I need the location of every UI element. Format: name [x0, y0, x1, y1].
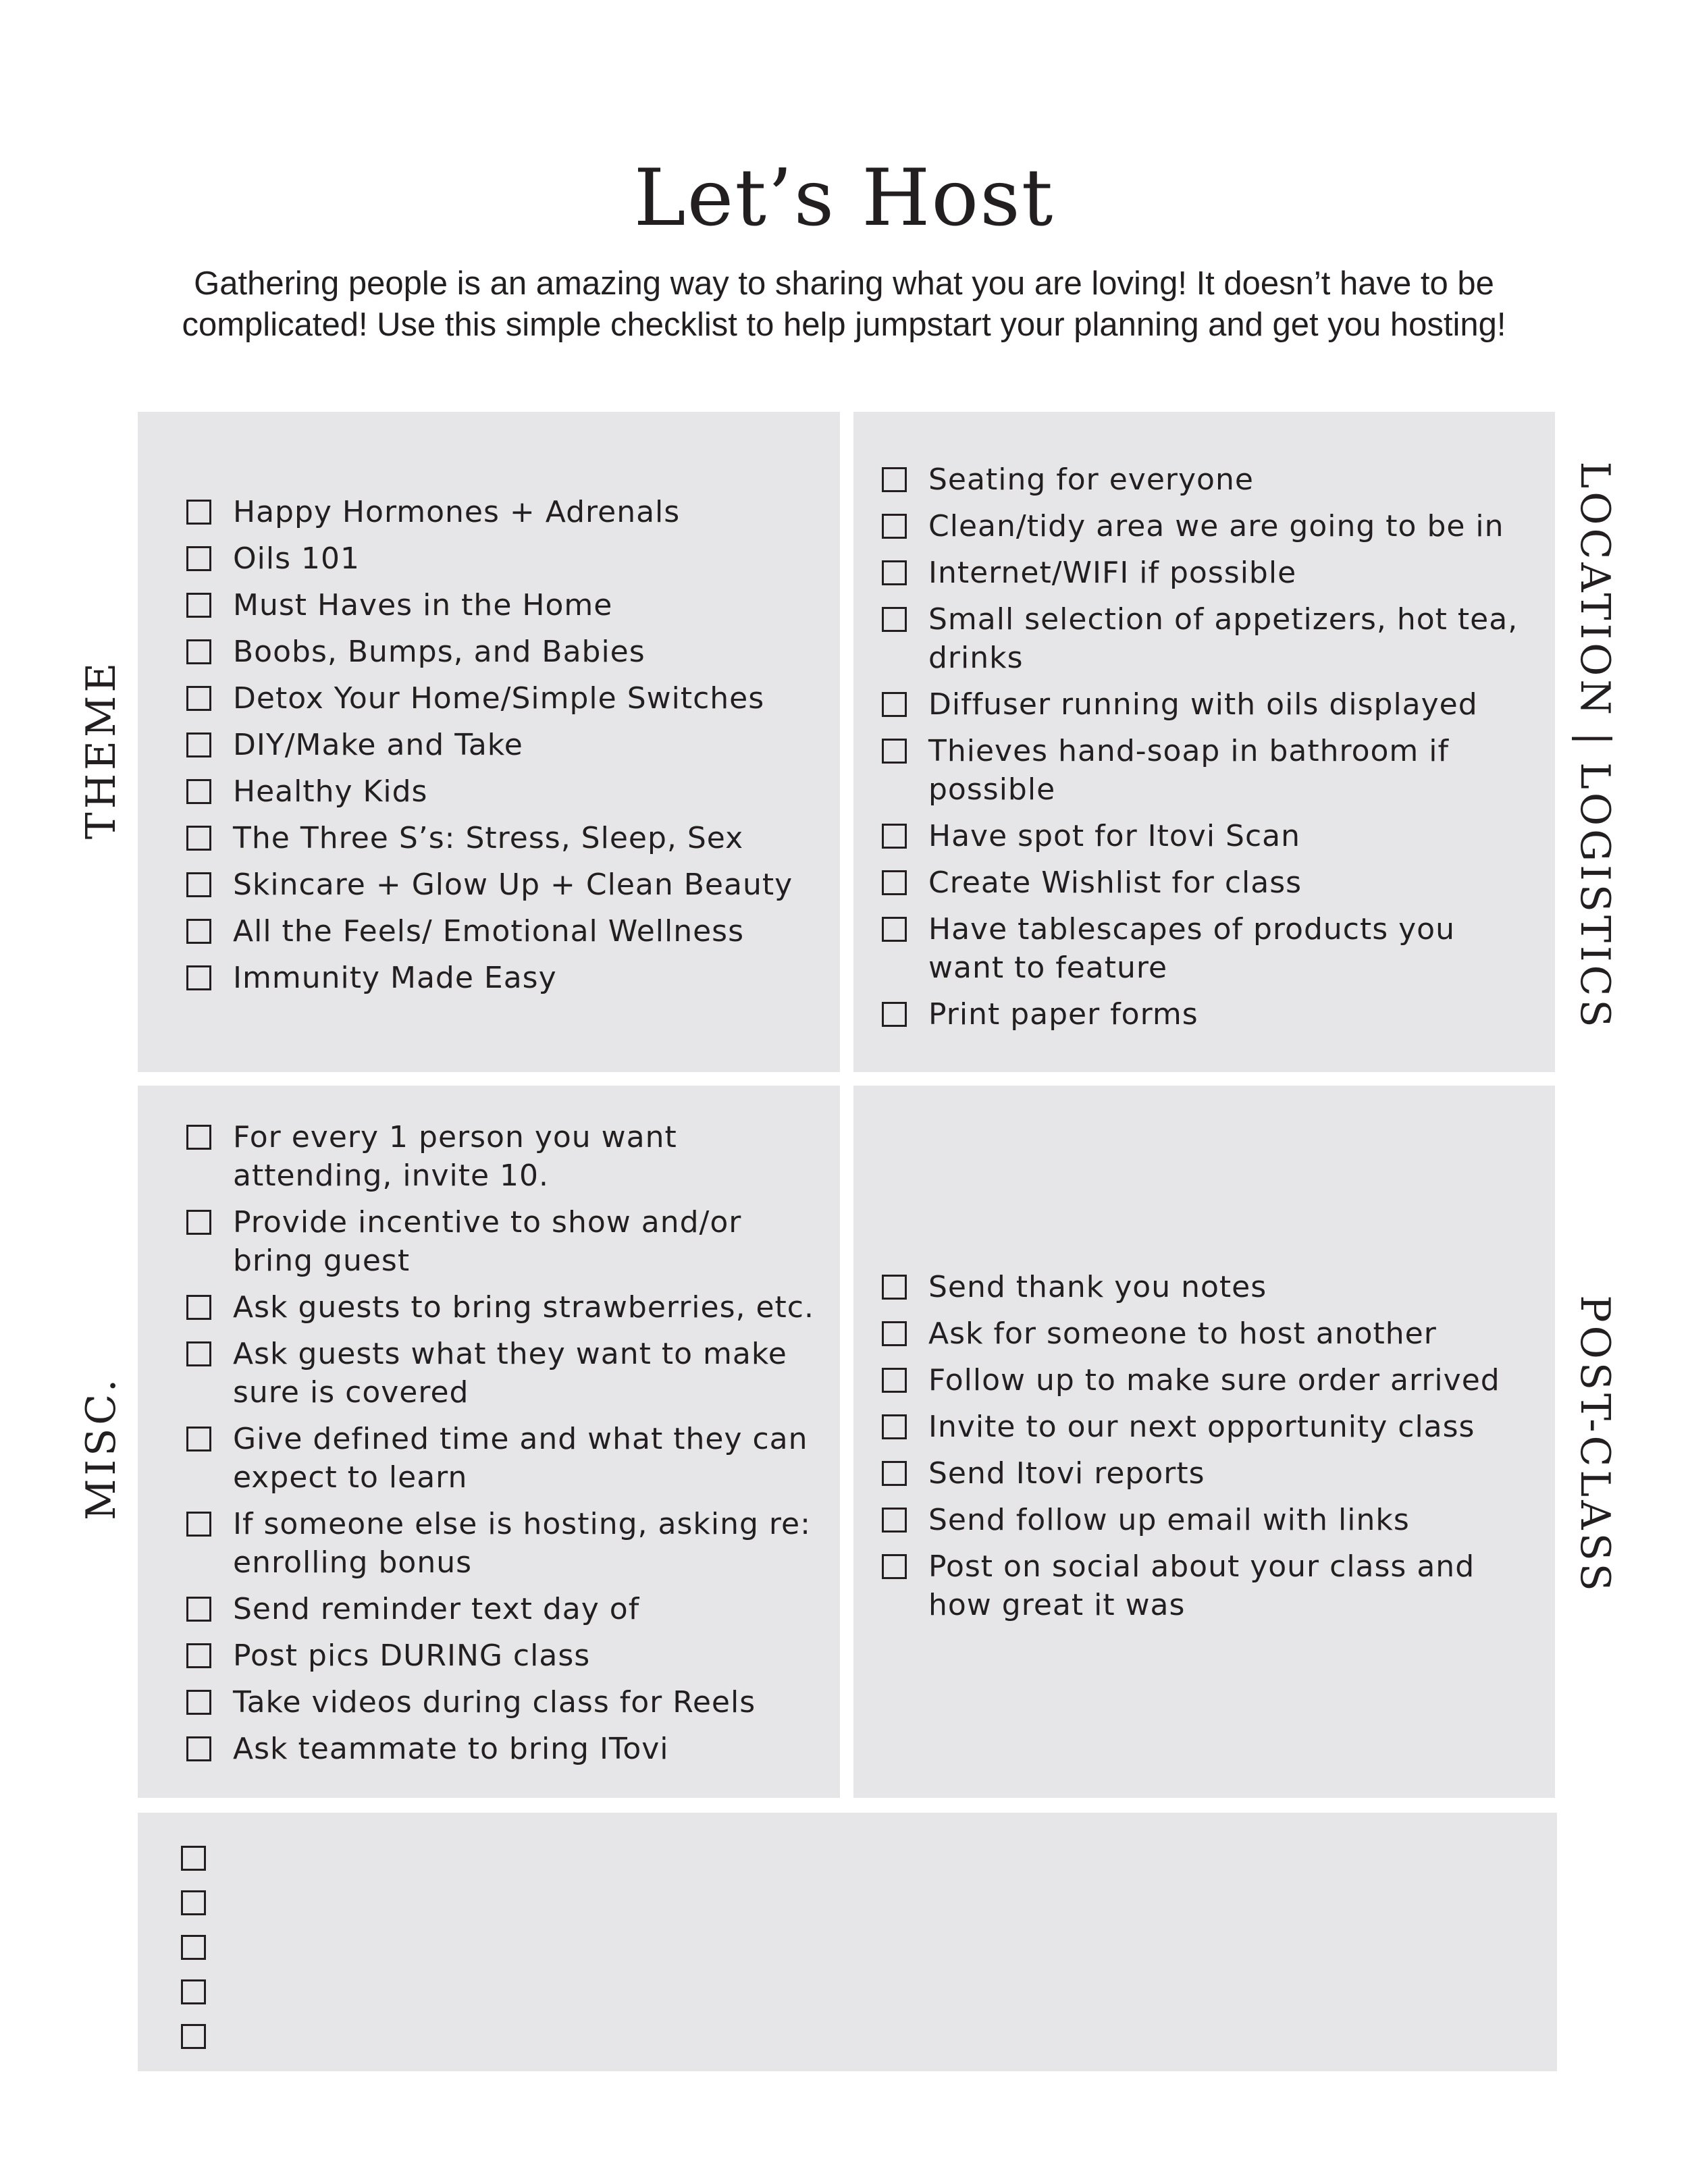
checkbox[interactable] [882, 467, 907, 492]
logistics-item-label: Internet/WIFI if possible [928, 556, 1297, 590]
checkbox[interactable] [181, 1935, 206, 1960]
theme-item [186, 865, 813, 904]
checkbox[interactable] [882, 1461, 907, 1486]
checkbox[interactable] [181, 1890, 206, 1915]
misc-item [186, 1118, 820, 1195]
post-class-section-label: POST-CLASS [1571, 1295, 1618, 1595]
checkbox[interactable] [882, 1368, 907, 1393]
misc-item-label: For every 1 person you want attending, invite 10. [233, 1120, 677, 1193]
post-class-checklist [882, 1268, 1528, 1632]
misc-item [186, 1288, 820, 1327]
theme-item-label: Must Haves in the Home [233, 588, 613, 622]
checkbox[interactable] [186, 1597, 211, 1622]
checkbox[interactable] [882, 1508, 907, 1533]
logistics-label: LOGISTICS [1571, 762, 1618, 1031]
misc-item-label: Give defined time and what they can expect to learn [233, 1422, 808, 1495]
checkbox[interactable] [882, 870, 907, 895]
checkbox[interactable] [882, 1414, 907, 1439]
post-class-item-label: Ask for someone to host another [928, 1316, 1437, 1351]
theme-item-label: Detox Your Home/Simple Switches [233, 681, 765, 716]
blank-item [181, 2014, 1557, 2058]
theme-item [186, 726, 813, 764]
logistics-item [882, 600, 1528, 677]
checkbox[interactable] [186, 1295, 211, 1320]
theme-item [186, 633, 813, 671]
checkbox[interactable] [181, 2024, 206, 2049]
theme-item-label: Skincare + Glow Up + Clean Beauty [233, 868, 793, 902]
theme-item-label: All the Feels/ Emotional Wellness [233, 914, 745, 949]
theme-item-label: Healthy Kids [233, 774, 428, 809]
checkbox[interactable] [186, 779, 211, 804]
post-class-item-label: Post on social about your class and how great it was [928, 1549, 1475, 1622]
theme-item-label: Boobs, Bumps, and Babies [233, 635, 645, 669]
post-class-item-label: Send Itovi reports [928, 1456, 1205, 1491]
misc-item-label: Take videos during class for Reels [233, 1685, 756, 1720]
logistics-panel [853, 412, 1555, 1072]
checkbox[interactable] [882, 1275, 907, 1300]
misc-item [186, 1420, 820, 1497]
misc-item [186, 1590, 820, 1628]
theme-item [186, 679, 813, 718]
page-title: Let’s Host [633, 153, 1055, 244]
checkbox[interactable] [186, 919, 211, 944]
theme-item [186, 819, 813, 857]
logistics-item [882, 995, 1528, 1034]
logistics-item-label: Seating for everyone [928, 462, 1254, 497]
location-label: LOCATION [1571, 461, 1618, 718]
logistics-item [882, 732, 1528, 809]
misc-item [186, 1505, 820, 1582]
post-class-item [882, 1454, 1528, 1493]
misc-panel [138, 1086, 840, 1798]
checkbox[interactable] [882, 1321, 907, 1346]
misc-item [186, 1636, 820, 1675]
checkbox[interactable] [181, 1979, 206, 2004]
blank-item [181, 1969, 1557, 2014]
post-class-item [882, 1501, 1528, 1539]
checkbox[interactable] [882, 514, 907, 539]
theme-item [186, 959, 813, 997]
checkbox[interactable] [186, 593, 211, 618]
checkbox[interactable] [186, 1512, 211, 1537]
checkbox[interactable] [186, 1690, 211, 1715]
misc-item-label: Ask teammate to bring ITovi [233, 1732, 669, 1766]
checkbox[interactable] [186, 546, 211, 571]
checkbox[interactable] [186, 1125, 211, 1150]
logistics-item [882, 507, 1528, 545]
checkbox[interactable] [882, 692, 907, 717]
label-divider: | [1571, 731, 1618, 749]
theme-item [186, 912, 813, 951]
checkbox[interactable] [186, 733, 211, 757]
intro-line-2: complicated! Use this simple checklist to help jumpstart your planning and get you hosting! [182, 307, 1506, 343]
logistics-item [882, 685, 1528, 724]
theme-item-label: The Three S’s: Stress, Sleep, Sex [233, 821, 744, 855]
misc-item-label: If someone else is hosting, asking re: enrolling bonus [233, 1507, 811, 1580]
post-class-item-label: Send follow up email with links [928, 1503, 1410, 1537]
checkbox[interactable] [186, 686, 211, 711]
checkbox[interactable] [882, 739, 907, 764]
theme-item-label: Happy Hormones + Adrenals [233, 495, 681, 529]
theme-panel [138, 412, 840, 1072]
logistics-item [882, 460, 1528, 499]
logistics-item [882, 910, 1528, 987]
checkbox[interactable] [882, 560, 907, 585]
checkbox[interactable] [186, 826, 211, 851]
blank-checklist-panel [138, 1813, 1557, 2071]
theme-item-label: DIY/Make and Take [233, 728, 523, 762]
checkbox[interactable] [186, 1341, 211, 1366]
misc-item [186, 1335, 820, 1412]
logistics-item-label: Have spot for Itovi Scan [928, 819, 1301, 853]
post-class-item-label: Invite to our next opportunity class [928, 1410, 1475, 1444]
logistics-item [882, 863, 1528, 902]
checkbox[interactable] [186, 1736, 211, 1761]
misc-item [186, 1203, 820, 1280]
misc-item-label: Post pics DURING class [233, 1639, 591, 1673]
post-class-item-label: Send thank you notes [928, 1270, 1267, 1304]
blank-item [181, 1836, 1557, 1880]
logistics-checklist [882, 460, 1528, 1042]
checkbox[interactable] [186, 500, 211, 525]
misc-item-label: Provide incentive to show and/or bring guest [233, 1205, 742, 1278]
logistics-item-label: Small selection of appetizers, hot tea, drinks [928, 602, 1519, 675]
post-class-panel [853, 1086, 1555, 1798]
logistics-section-label [1571, 461, 1618, 1031]
blank-item [181, 1880, 1557, 1925]
misc-item-label: Ask guests what they want to make sure is covered [233, 1337, 787, 1410]
post-class-item [882, 1547, 1528, 1624]
post-class-item [882, 1268, 1528, 1306]
misc-section-label: MISC. [78, 1375, 125, 1521]
checkbox[interactable] [882, 917, 907, 942]
checkbox[interactable] [186, 965, 211, 990]
intro-line-1: Gathering people is an amazing way to sharing what you are loving! It doesn’t have to be [194, 265, 1494, 302]
theme-item [186, 539, 813, 578]
logistics-item-label: Thieves hand-soap in bathroom if possible [928, 734, 1449, 807]
checkbox[interactable] [882, 1554, 907, 1579]
misc-item [186, 1683, 820, 1722]
logistics-item-label: Print paper forms [928, 997, 1198, 1032]
post-class-item [882, 1314, 1528, 1353]
misc-item-label: Ask guests to bring strawberries, etc. [233, 1290, 814, 1325]
checkbox[interactable] [882, 824, 907, 849]
checkbox[interactable] [186, 639, 211, 664]
post-class-item-label: Follow up to make sure order arrived [928, 1363, 1500, 1397]
checkbox[interactable] [186, 1427, 211, 1451]
logistics-item-label: Diffuser running with oils displayed [928, 687, 1478, 722]
theme-item [186, 586, 813, 624]
intro-text [135, 263, 1553, 346]
checkbox[interactable] [186, 1643, 211, 1668]
checkbox[interactable] [882, 607, 907, 632]
logistics-item [882, 554, 1528, 592]
theme-item [186, 493, 813, 531]
checkbox[interactable] [882, 1002, 907, 1027]
misc-item [186, 1730, 820, 1768]
logistics-item-label: Have tablescapes of products you want to feature [928, 912, 1455, 985]
logistics-item-label: Create Wishlist for class [928, 865, 1302, 900]
checkbox[interactable] [181, 1846, 206, 1871]
misc-checklist [186, 1118, 820, 1776]
theme-item-label: Oils 101 [233, 541, 360, 576]
theme-checklist [186, 493, 813, 1005]
theme-item-label: Immunity Made Easy [233, 961, 557, 995]
blank-item [181, 1925, 1557, 1969]
checkbox[interactable] [186, 872, 211, 897]
theme-section-label: THEME [78, 659, 125, 840]
post-class-item [882, 1408, 1528, 1446]
logistics-item [882, 817, 1528, 855]
misc-item-label: Send reminder text day of [233, 1592, 640, 1626]
theme-item [186, 772, 813, 811]
post-class-item [882, 1361, 1528, 1400]
checkbox[interactable] [186, 1210, 211, 1235]
blank-checklist [181, 1836, 1557, 2058]
logistics-item-label: Clean/tidy area we are going to be in [928, 509, 1504, 543]
